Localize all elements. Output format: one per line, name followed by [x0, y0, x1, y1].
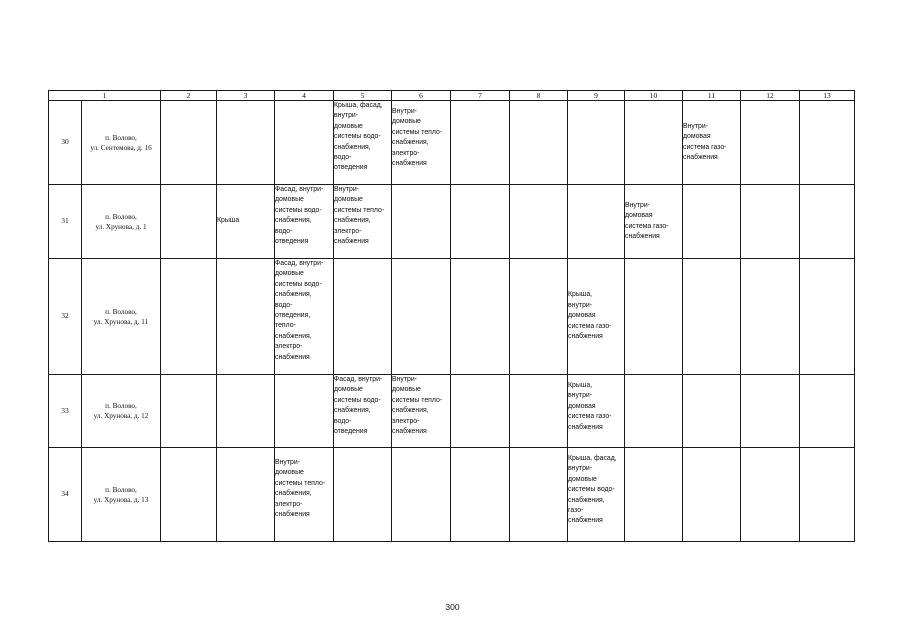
table-cell: [334, 259, 392, 375]
column-header: 9: [568, 91, 625, 101]
table-cell: [741, 375, 800, 448]
row-address: п. Волово, ул. Хрунова, д. 13: [82, 448, 161, 542]
row-number: 31: [49, 185, 82, 259]
table-cell: [161, 185, 217, 259]
row-address: п. Волово, ул. Хрунова, д. 1: [82, 185, 161, 259]
table-cell: [217, 101, 275, 185]
table-cell: [625, 448, 683, 542]
table-cell: [392, 259, 451, 375]
table-cell: [161, 375, 217, 448]
table-cell: Крыша, внутри- домовая система газо- снабжения: [568, 375, 625, 448]
table-cell: Внутри- домовая система газо- снабжения: [683, 101, 741, 185]
table-cell: [161, 448, 217, 542]
table-cell: [510, 185, 568, 259]
column-number-row: [49, 91, 855, 101]
table-cell: [625, 101, 683, 185]
page-number: 300: [445, 602, 460, 612]
table-cell: Крыша: [217, 185, 275, 259]
table-cell: [275, 101, 334, 185]
column-header: 2: [161, 91, 217, 101]
table-cell: Фасад, внутри- домовые системы водо- снабжения, водо- отведения, тепло- снабжения, электро- снабжения: [275, 259, 334, 375]
table-cell: [683, 448, 741, 542]
table-cell: [451, 101, 510, 185]
table-cell: Крыша, фасад, внутри- домовые системы водо- снабжения, водо- отведения: [334, 101, 392, 185]
table-cell: Внутри- домовые системы тепло- снабжения, электро- снабжения: [392, 101, 451, 185]
table-row: [49, 101, 855, 185]
table-cell: [625, 259, 683, 375]
table-cell: Внутри- домовая система газо- снабжения: [625, 185, 683, 259]
table-cell: [800, 448, 855, 542]
table-cell: [161, 259, 217, 375]
column-header: 3: [217, 91, 275, 101]
row-address: п. Волово, ул. Хрунова, д. 12: [82, 375, 161, 448]
table-cell: [568, 185, 625, 259]
table-cell: [217, 375, 275, 448]
table-cell: Крыша, фасад, внутри- домовые системы водо- снабжения, газо- снабжения: [568, 448, 625, 542]
table-cell: [683, 185, 741, 259]
table-cell: [217, 448, 275, 542]
table-cell: Внутри- домовые системы тепло- снабжения, электро- снабжения: [275, 448, 334, 542]
table-cell: [334, 448, 392, 542]
table-cell: [683, 375, 741, 448]
table-cell: [800, 101, 855, 185]
column-header: 7: [451, 91, 510, 101]
table-cell: [741, 448, 800, 542]
table-cell: [800, 375, 855, 448]
table-cell: [451, 185, 510, 259]
table-cell: [510, 375, 568, 448]
table-row: [49, 185, 855, 259]
table-row: [49, 375, 855, 448]
row-number: 32: [49, 259, 82, 375]
column-header: 8: [510, 91, 568, 101]
column-header: 4: [275, 91, 334, 101]
column-header: 10: [625, 91, 683, 101]
table-cell: [161, 101, 217, 185]
column-header: 11: [683, 91, 741, 101]
table-cell: [741, 185, 800, 259]
table-cell: [392, 185, 451, 259]
column-header: 5: [334, 91, 392, 101]
table-cell: [800, 259, 855, 375]
table-cell: [510, 259, 568, 375]
row-address: п. Волово, ул. Сентемова, д. 16: [82, 101, 161, 185]
table-cell: Фасад, внутри- домовые системы водо- снабжения, водо- отведения: [275, 185, 334, 259]
repair-schedule-table: [48, 90, 855, 542]
table-cell: Внутри- домовые системы тепло- снабжения, электро- снабжения: [392, 375, 451, 448]
row-number: 34: [49, 448, 82, 542]
table-cell: Фасад, внутри- домовые системы водо- снабжения, водо- отведения: [334, 375, 392, 448]
table-cell: [451, 375, 510, 448]
table-cell: [217, 259, 275, 375]
column-header: 12: [741, 91, 800, 101]
table-cell: [625, 375, 683, 448]
table-cell: [392, 448, 451, 542]
table-cell: [275, 375, 334, 448]
table-cell: [451, 448, 510, 542]
table-cell: [741, 259, 800, 375]
table-cell: [510, 101, 568, 185]
column-header: 13: [800, 91, 855, 101]
row-address: п. Волово, ул. Хрунова, д. 11: [82, 259, 161, 375]
table-row: [49, 259, 855, 375]
table-row: [49, 448, 855, 542]
column-header: 6: [392, 91, 451, 101]
table-cell: [510, 448, 568, 542]
row-number: 33: [49, 375, 82, 448]
table-cell: Крыша, внутри- домовая система газо- снабжения: [568, 259, 625, 375]
table-cell: [451, 259, 510, 375]
table-cell: [683, 259, 741, 375]
row-number: 30: [49, 101, 82, 185]
column-header: 1: [49, 91, 161, 101]
table-cell: Внутри- домовые системы тепло- снабжения, электро- снабжения: [334, 185, 392, 259]
table-cell: [741, 101, 800, 185]
table-cell: [800, 185, 855, 259]
table-cell: [568, 101, 625, 185]
